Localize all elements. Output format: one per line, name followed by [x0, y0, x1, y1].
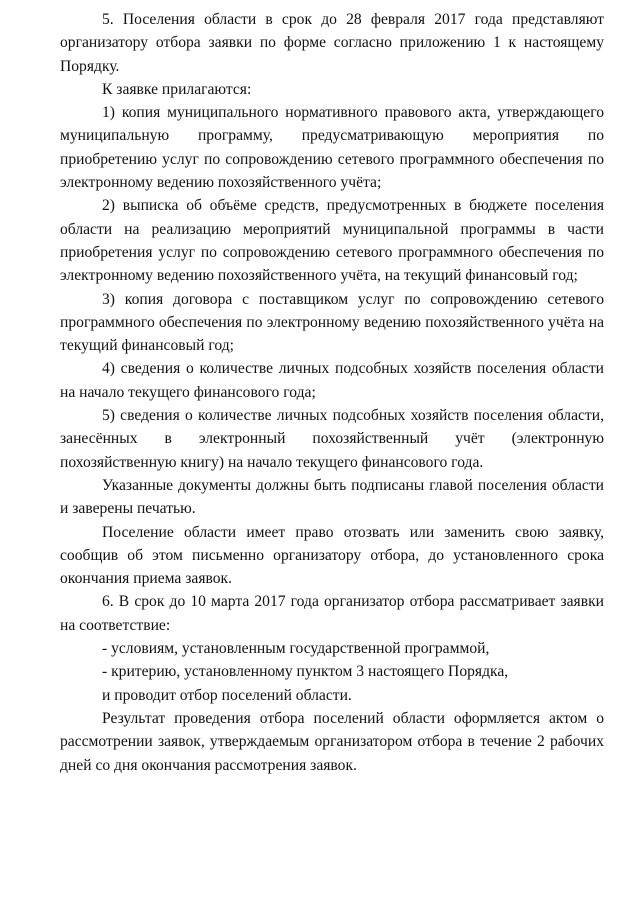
list-item-criterion: - критерию, установленному пунктом 3 настоящего Порядка, [102, 663, 509, 681]
paragraph-6-review-deadline: 6. В срок до 10 марта 2017 года организатор отбора рассматривает заявки на соответствие: [60, 593, 604, 634]
paragraph-withdrawal-right: Поселение области имеет право отозвать или заменить свою заявку, сообщив об этом письменно организатору отбора, до установленного срока окончания приема заявок. [60, 523, 604, 588]
paragraph-attachment-5: 5) сведения о количестве личных подсобных хозяйств поселения области, занесённых в электронный похозяйственный учёт (электронную похозяйственную книгу) на начало текущего финансового года. [60, 407, 604, 471]
paragraph-selection-result: Результат проведения отбора поселений области оформляется актом о рассмотрении заявок, утверждаемым организатором отбора в течение 2 рабочих дней со дня окончания рассмотрения заявок. [60, 709, 604, 774]
document-page [60, 8, 604, 777]
paragraph-attachment-4: 4) сведения о количестве личных подсобных хозяйств поселения области на начало текущего финансового года; [60, 360, 604, 401]
paragraph-selection: и проводит отбор поселений области. [102, 686, 352, 704]
paragraph-signature-requirement: Указанные документы должны быть подписаны главой поселения области и заверены печатью. [60, 476, 604, 518]
paragraph-5-submission-deadline: 5. Поселения области в срок до 28 февраля 2017 года представляют организатору отбора заявки по форме согласно приложению 1 к настоящему Порядку. [60, 11, 604, 75]
paragraph-attachment-3: 3) копия договора с поставщиком услуг по сопровождению сетевого программного обеспечения по электронному ведению похозяйственного учёта на текущий финансовый год; [60, 290, 604, 355]
paragraph-attachment-2: 2) выписка об объёме средств, предусмотренных в бюджете поселения области на реализацию мероприятий муниципальной программы в части приобретения услуг по сопровождению сетевого программного обеспечения по электронному ведению похозяйственного учёта, на текущий финансовый год; [60, 197, 604, 285]
list-item-conditions: - условиям, установленным государственной программой, [102, 640, 490, 658]
paragraph-attachment-1: 1) копия муниципального нормативного правового акта, утверждающего муниципальную программу, предусматривающую мероприятия по приобретению услуг по сопровождению сетевого программного обеспечения по электронному ведению похозяйственного учёта; [60, 104, 604, 192]
paragraph-attachments-intro: К заявке прилагаются: [102, 80, 252, 98]
